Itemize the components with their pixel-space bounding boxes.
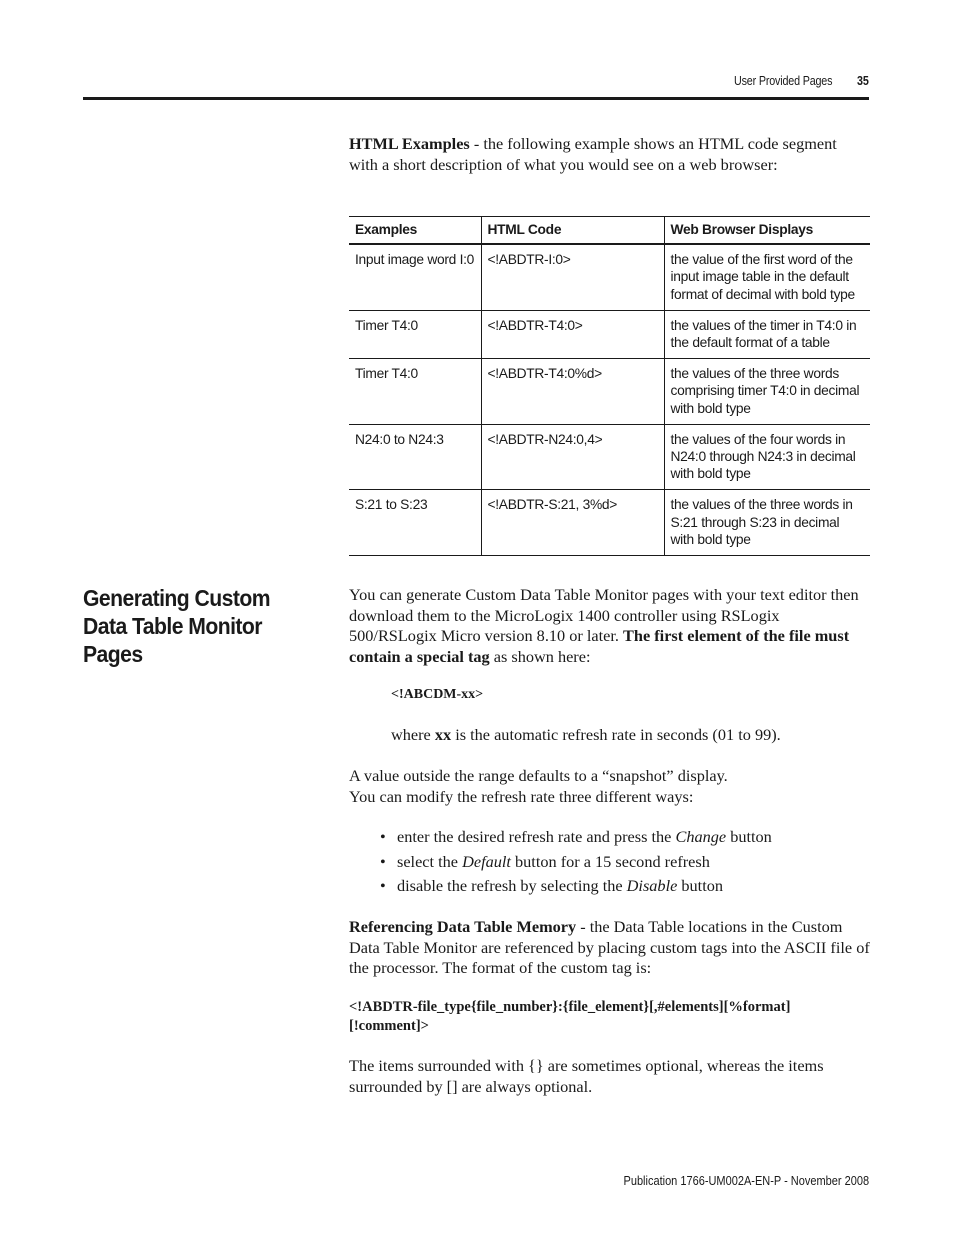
section-paragraph-3 <box>349 917 871 979</box>
intro-text: - the following example shows an HTML code segment with a short description of what you would see on a web browser: <box>349 134 837 174</box>
where-bold: xx <box>434 725 452 744</box>
tag-format-line-1: <!ABDTR-file_type{file_number}:{file_element}[,#elements][%format] <box>349 999 791 1015</box>
bullet-icon: • <box>380 827 386 846</box>
section-heading: Generating Custom Data Table Monitor Pages <box>83 585 270 667</box>
table-row <box>349 490 870 556</box>
bullet-emphasis: Disable <box>626 876 678 895</box>
p3-text: - the Data Table locations in the Custom Data Table Monitor are referenced by placing custom tags into the ASCII file of the processor. The format of the custom tag is: <box>349 917 870 977</box>
refresh-options-list <box>349 827 869 901</box>
intro-paragraph <box>349 134 869 175</box>
special-tag-example: <!ABCDM-xx> <box>391 687 484 702</box>
bullet-emphasis: Default <box>462 851 511 871</box>
bullet-text: disable the refresh by selecting the <box>397 876 627 895</box>
p2-line-1: A value outside the range defaults to a “snapshot” display. <box>349 766 728 785</box>
p3-bold-lead: Referencing Data Table Memory <box>349 917 577 936</box>
table-cell-html-code: <!ABDTR-T4:0> <box>481 310 664 358</box>
p1-tail: as shown here: <box>489 646 591 666</box>
list-item <box>349 852 869 873</box>
custom-tag-format <box>349 998 871 1036</box>
bullet-text-tail: button <box>726 827 772 846</box>
where-paragraph <box>391 725 871 746</box>
tag-format-line-2: [!comment]> <box>349 1018 429 1034</box>
bullet-emphasis: Change <box>675 827 727 846</box>
table-row <box>349 424 870 490</box>
table-cell-display: the values of the three words in S:21 through S:23 in decimal with bold type <box>664 490 870 556</box>
table-cell-html-code: <!ABDTR-I:0> <box>481 244 664 310</box>
bullet-text-tail: button <box>677 876 724 895</box>
table-cell-example: Input image word I:0 <box>355 252 475 268</box>
publication-footer: Publication 1766-UM002A-EN-P - November 2008 <box>623 1174 869 1188</box>
p4-text: The items surrounded with {} are sometimes optional, whereas the items surrounded by [] are always optional. <box>349 1056 824 1096</box>
table-cell-html-code: <!ABDTR-S:21, 3%d> <box>481 490 664 556</box>
page-number: 35 <box>857 74 869 88</box>
section-paragraph-2 <box>349 766 869 807</box>
bullet-icon: • <box>380 876 386 895</box>
p2-line-2: You can modify the refresh rate three different ways: <box>349 786 694 806</box>
table-row <box>349 310 870 358</box>
table-cell-html-code: <!ABDTR-T4:0%d> <box>481 359 664 425</box>
table-cell-display: the values of the timer in T4:0 in the default format of a table <box>664 310 870 358</box>
table-header-row <box>349 217 870 245</box>
list-item <box>349 827 869 848</box>
table-cell-display: the values of the four words in N24:0 through N24:3 in decimal with bold type <box>664 424 870 490</box>
column-header-examples: Examples <box>355 222 418 237</box>
table-row <box>349 244 870 310</box>
table-row <box>349 359 870 425</box>
table-cell-example: Timer T4:0 <box>355 366 418 382</box>
table-cell-example: Timer T4:0 <box>355 317 418 333</box>
list-item <box>349 876 869 897</box>
table-cell-html-code: <!ABDTR-N24:0,4> <box>481 424 664 490</box>
bullet-text: select the <box>397 851 463 871</box>
column-header-browser-displays: Web Browser Displays <box>664 217 870 245</box>
p1-text: You can generate Custom Data Table Monitor pages with your text editor then download them to the MicroLogix 1400 controller using RSLogix 500/RSLogix Micro version 8.10 or later. <box>349 585 859 645</box>
bullet-text-tail: button for a 15 second refresh <box>510 851 710 871</box>
table-cell-display: the values of the three words comprising timer T4:0 in decimal with bold type <box>664 359 870 425</box>
p1-bold: The first element of the file must contain a special tag <box>349 626 850 666</box>
header-rule <box>83 97 869 100</box>
where-post: is the automatic refresh rate in seconds (01 to 99). <box>451 725 781 744</box>
html-examples-table <box>349 216 870 556</box>
table-cell-example: N24:0 to N24:3 <box>355 431 444 447</box>
section-paragraph-4 <box>349 1056 869 1097</box>
table-cell-example: S:21 to S:23 <box>355 497 428 513</box>
column-header-html-code: HTML Code <box>481 217 664 245</box>
intro-bold-lead: HTML Examples <box>349 134 470 153</box>
running-header-section: User Provided Pages <box>733 74 832 88</box>
table-cell-display: the value of the first word of the input image table in the default format of decimal with bold type <box>664 244 870 310</box>
where-pre: where <box>391 725 435 744</box>
bullet-icon: • <box>380 851 386 871</box>
bullet-text: enter the desired refresh rate and press the <box>397 827 676 846</box>
section-paragraph-1 <box>349 585 871 667</box>
